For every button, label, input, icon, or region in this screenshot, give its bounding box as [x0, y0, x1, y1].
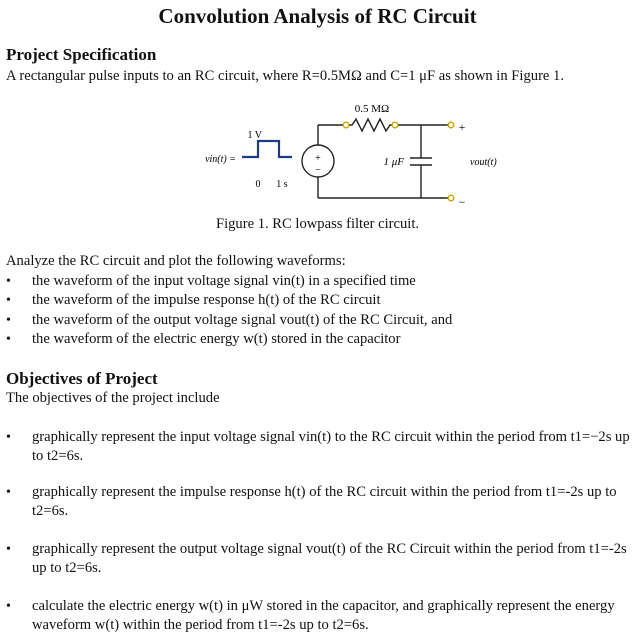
pulse-start-label: 0	[255, 179, 261, 190]
source-minus-sign: −	[315, 165, 321, 176]
list-item: • the waveform of the electric energy w(t) stored in the capacitor	[6, 330, 452, 349]
objective-item: • calculate the electric energy w(t) in μW stored in the capacitor, and graphically represent the energy waveform w(t) within the period from t1=-2s up to t2=6s.	[6, 598, 615, 633]
page-title: Convolution Analysis of RC Circuit	[158, 4, 477, 28]
vin-label: vin(t) =	[205, 154, 236, 165]
vout-label: vout(t)	[470, 157, 497, 168]
resistor-label: 0.5 MΩ	[354, 103, 390, 115]
resistor-icon	[346, 119, 395, 131]
output-minus-sign: −	[458, 195, 466, 209]
analyze-intro: Analyze the RC circuit and plot the following waveforms:	[6, 253, 346, 269]
project-spec-intro: A rectangular pulse inputs to an RC circuit, where R=0.5MΩ and C=1 μF as shown in Figure 1.	[6, 68, 565, 84]
objective-item: • graphically represent the impulse response h(t) of the RC circuit within the period from t1=-2s up to t2=6s.	[6, 484, 617, 519]
list-item: • the waveform of the impulse response h(t) of the RC circuit	[6, 291, 452, 310]
source-plus-sign: +	[315, 153, 321, 164]
objective-item: • graphically represent the input voltage signal vin(t) to the RC circuit within the period from t1=−2s up to t2=6s.	[6, 429, 630, 464]
capacitor-label: 1 μF	[383, 156, 404, 168]
pulse-amplitude-label: 1 V	[247, 130, 262, 141]
objectives-intro: The objectives of the project include	[6, 390, 220, 406]
pulse-waveform	[242, 141, 292, 157]
rc-circuit-figure	[0, 95, 635, 235]
pulse-end-label: 1 s	[276, 179, 288, 190]
list-item: • the waveform of the output voltage signal vout(t) of the RC Circuit, and	[6, 311, 452, 330]
figure-caption: Figure 1. RC lowpass filter circuit.	[215, 216, 420, 232]
project-spec-heading: Project Specification	[6, 45, 157, 64]
objective-item: • graphically represent the output voltage signal vout(t) of the RC Circuit within the period from t1=-2s up to t2=6s.	[6, 541, 627, 576]
objectives-heading: Objectives of Project	[6, 369, 158, 388]
list-item: • the waveform of the input voltage signal vin(t) in a specified time	[6, 272, 452, 291]
output-plus-sign: +	[458, 120, 466, 134]
analyze-list	[6, 272, 452, 350]
